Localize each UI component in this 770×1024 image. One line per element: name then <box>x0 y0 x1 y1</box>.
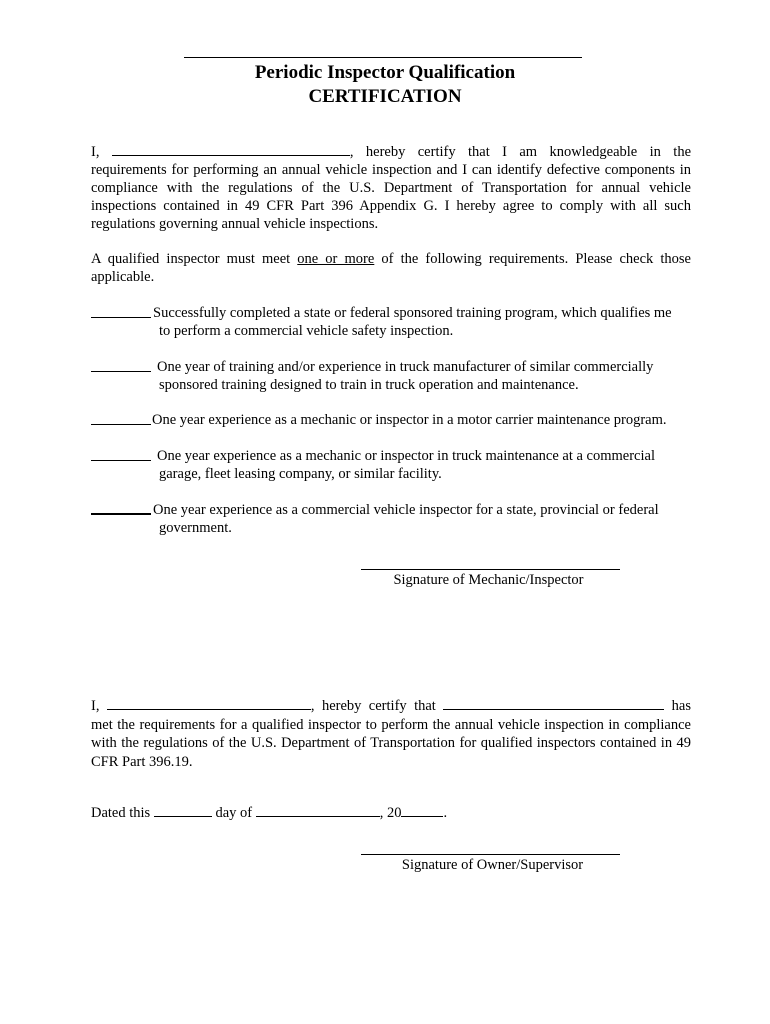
checkbox-blank[interactable] <box>91 460 151 461</box>
paragraph-prefix: I, <box>91 144 100 160</box>
supervisor-has: has <box>671 698 691 714</box>
requirements-intro <box>91 250 691 286</box>
requirement-line: One year experience as a commercial vehicle inspector for a state, provincial or federal <box>153 502 659 518</box>
page-title: Periodic Inspector Qualification <box>254 62 516 83</box>
supervisor-prefix: I, <box>91 698 100 714</box>
certification-paragraph <box>91 143 691 233</box>
checkbox-blank[interactable] <box>91 513 151 515</box>
paragraph-text: , hereby certify that I am knowledgeable in the requirements for performing an annual vehicle inspection and I can identify defective components in compliance with the regulations of the U.S. Department of Transportation for annual vehicle inspections contained in 49 CFR Part 396 Appendix G. I hereby agree to comply with all such regulations governing annual vehicle inspections. <box>91 144 692 232</box>
dated-this-label: Dated this <box>91 805 151 821</box>
supervisor-mid-text: , hereby certify that <box>310 698 436 714</box>
checkbox-blank[interactable] <box>91 371 151 372</box>
requirement-item <box>91 501 691 537</box>
supervisor-text: met the requirements for a qualified inspector to perform the annual vehicle inspection in compliance with the regulations of the U.S. Department of Transportation for qualified inspectors contained in 49 CFR Part 396.19. <box>91 716 691 770</box>
mechanic-signature-label: Signature of Mechanic/Inspector <box>393 572 584 588</box>
month-blank[interactable] <box>256 804 380 817</box>
day-of-label: day of <box>215 805 253 821</box>
inspector-name-blank[interactable] <box>443 697 664 710</box>
intro-text-a: A qualified inspector must meet <box>91 251 291 267</box>
year-prefix: , 20 <box>379 805 402 821</box>
period: . <box>443 805 448 821</box>
requirement-line-cont: government. <box>159 520 232 536</box>
requirement-line: Successfully completed a state or federal sponsored training program, which qualifies me <box>153 305 672 321</box>
top-rule <box>184 57 582 58</box>
requirement-item <box>91 358 691 394</box>
requirement-line: One year experience as a mechanic or inspector in truck maintenance at a commercial <box>157 448 655 464</box>
mechanic-signature-line[interactable] <box>361 569 620 570</box>
supervisor-name-blank[interactable] <box>107 697 311 710</box>
intro-text-b: of the following requirements. Please check those applicable. <box>91 251 691 285</box>
requirement-line: One year of training and/or experience in truck manufacturer of similar commercially <box>157 359 654 375</box>
supervisor-certification <box>91 697 691 771</box>
intro-emphasis: one or more <box>297 251 375 267</box>
requirement-item <box>91 411 691 429</box>
requirement-line-cont: garage, fleet leasing company, or similar facility. <box>159 466 442 482</box>
name-blank[interactable] <box>112 143 350 156</box>
supervisor-signature-line[interactable] <box>361 854 620 855</box>
page-subtitle: CERTIFICATION <box>308 86 462 107</box>
dated-line <box>91 804 691 822</box>
requirement-line: One year experience as a mechanic or inspector in a motor carrier maintenance program. <box>152 412 667 428</box>
requirement-item <box>91 447 691 483</box>
year-blank[interactable] <box>401 804 443 817</box>
checkbox-blank[interactable] <box>91 317 151 318</box>
day-blank[interactable] <box>154 804 212 817</box>
requirement-line-cont: sponsored training designed to train in truck operation and maintenance. <box>159 377 579 393</box>
requirement-item <box>91 304 691 340</box>
requirement-line-cont: to perform a commercial vehicle safety inspection. <box>159 323 454 339</box>
supervisor-signature-label: Signature of Owner/Supervisor <box>401 857 584 873</box>
checkbox-blank[interactable] <box>91 424 151 425</box>
